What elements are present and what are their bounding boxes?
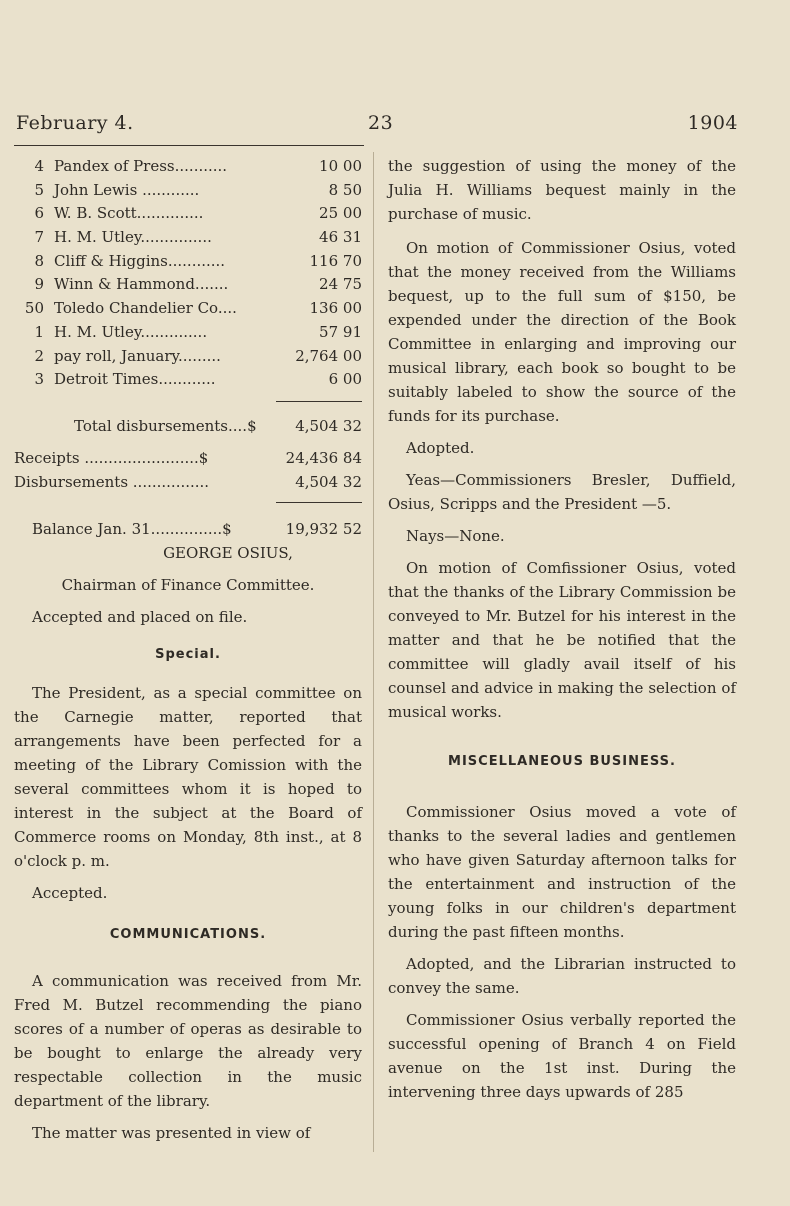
disbursements-row [14,470,362,494]
page-header [14,112,738,142]
ledger-amount: 8 50 [328,180,362,199]
ledger-row [14,296,362,320]
communications-heading: COMMUNICATIONS. [109,926,267,942]
signer-name: GEORGE OSIUS, [163,543,293,562]
accepted-placed-on-file: Accepted and placed on file. [32,607,248,626]
ledger-payee: H. M. Utley.............. [54,322,208,341]
ledger-number: 8 [34,251,44,270]
right-paragraph-6: Commissioner Osius verbally reported the successful opening of Branch 4 on Field avenue on the 1st inst. During the intervening three days upwards of 285 [388,1011,736,1101]
page-number: 23 [368,112,394,134]
disbursements-label: Disbursements ................ [14,472,210,491]
column-divider [373,152,374,1152]
ledger-number: 1 [34,322,44,341]
balance-row [14,517,362,541]
communication-paragraph: A communication was received from Mr. Fred M. Butzel recommending the piano scores of a number of operas as desirable to be bought to enlarge the already very respectable collection in the music department of the library. [14,971,362,1110]
right-paragraph-3: On motion of Comfissioner Osius, voted that the thanks of the Library Commission be conveyed to Mr. Butzel for his interest in the matter and that he be notified that the committee will gladly avail itself of his counsel and advice in making the selection of musical works. [388,559,736,721]
right-paragraph-4: Commissioner Osius moved a vote of thanks to the several ladies and gentlemen who have given Saturday afternoon talks for the entertainment and instruction of the young folks in our children's department during the past fifteen months. [388,803,736,941]
right-paragraph-1: the suggestion of using the money of the Julia H. Williams bequest mainly in the purchase of music. [388,157,736,223]
ledger-payee: W. B. Scott.............. [54,204,204,223]
balance-label: Balance Jan. 31...............$ [32,519,232,538]
ledger-number: 6 [34,204,44,223]
special-heading: Special. [155,646,221,662]
ledger-payee: Winn & Hammond....... [54,275,229,294]
ledger-payee: Detroit Times............ [54,370,216,389]
left-column [14,154,362,1145]
ledger-amount: 24 75 [319,275,362,294]
ledger-amount: 57 91 [319,322,362,341]
ledger-number: 4 [34,157,44,175]
disbursements-amount: 4,504 32 [295,472,362,491]
yeas-paragraph: Yeas—Commissioners Bresler, Duffield, Osius, Scripps and the President —5. [388,471,736,513]
total-disbursements-row [14,414,362,438]
ledger-payee: pay roll, January......... [54,346,221,365]
ledger-row [14,178,362,202]
ledger-number: 5 [34,180,44,199]
ledger-row [14,225,362,249]
receipts-amount: 24,436 84 [285,448,362,467]
header-date: February 4. [16,112,134,134]
ledger-number: 50 [24,299,44,318]
ledger-row [14,272,362,296]
adopted-paragraph: Adopted. [406,439,475,457]
ledger-amount: 10 00 [319,157,362,175]
ledger-number: 2 [34,346,44,365]
ledger-number: 9 [34,275,44,294]
ledger-amount: 136 00 [309,299,362,318]
disbursement-ledger [14,154,362,391]
ledger-amount: 116 70 [309,251,362,270]
header-year: 1904 [687,112,738,134]
receipts-label: Receipts ........................$ [14,448,209,467]
header-rule [14,145,364,146]
ledger-amount: 6 00 [328,370,362,389]
ledger-number: 3 [34,370,44,389]
ledger-payee: John Lewis ............ [54,180,200,199]
miscellaneous-heading: MISCELLANEOUS BUSINESS. [448,754,676,769]
receipts-row [14,446,362,470]
nays-paragraph: Nays—None. [406,527,505,545]
ledger-row [14,367,362,391]
right-paragraph-5: Adopted, and the Librarian instructed to convey the same. [388,955,736,997]
ledger-amount: 25 00 [319,204,362,223]
ledger-payee: Pandex of Press........... [54,157,228,175]
balance-amount: 19,932 52 [285,519,362,538]
ledger-amount: 2,764 00 [295,346,362,365]
signer-title: Chairman of Finance Committee. [61,575,315,594]
ledger-row [14,154,362,178]
right-paragraph-2: On motion of Commissioner Osius, voted that the money received from the Williams bequest, up to the full sum of $150, be expended under the direction of the Book Committee in enlarging and improving our musical library, each book so bought to be suitably labeled to show the source of the funds for its purchase. [388,239,736,425]
ledger-row [14,249,362,273]
ledger-amount: 46 31 [319,228,362,247]
ledger-payee: Toledo Chandelier Co.... [54,299,237,318]
total-label: Total disbursements....$ [74,416,257,435]
ledger-row [14,201,362,225]
special-paragraph: The President, as a special committee on the Carnegie matter, reported that arrangements have been perfected for a meeting of the Library Comission with the several committees whom it is hoped to interest in the subject at the Board of Commerce rooms on Monday, 8th inst., at 8 o'clock p. m. [14,683,362,870]
right-column [388,154,736,1104]
total-amount: 4,504 32 [295,416,362,435]
ledger-row [14,344,362,368]
ledger-payee: Cliff & Higgins............ [54,251,226,270]
ledger-payee: H. M. Utley............... [54,228,212,247]
communication-continued: The matter was presented in view of [32,1123,311,1142]
ledger-row [14,320,362,344]
accepted-paragraph: Accepted. [32,883,108,902]
ledger-number: 7 [34,228,44,247]
